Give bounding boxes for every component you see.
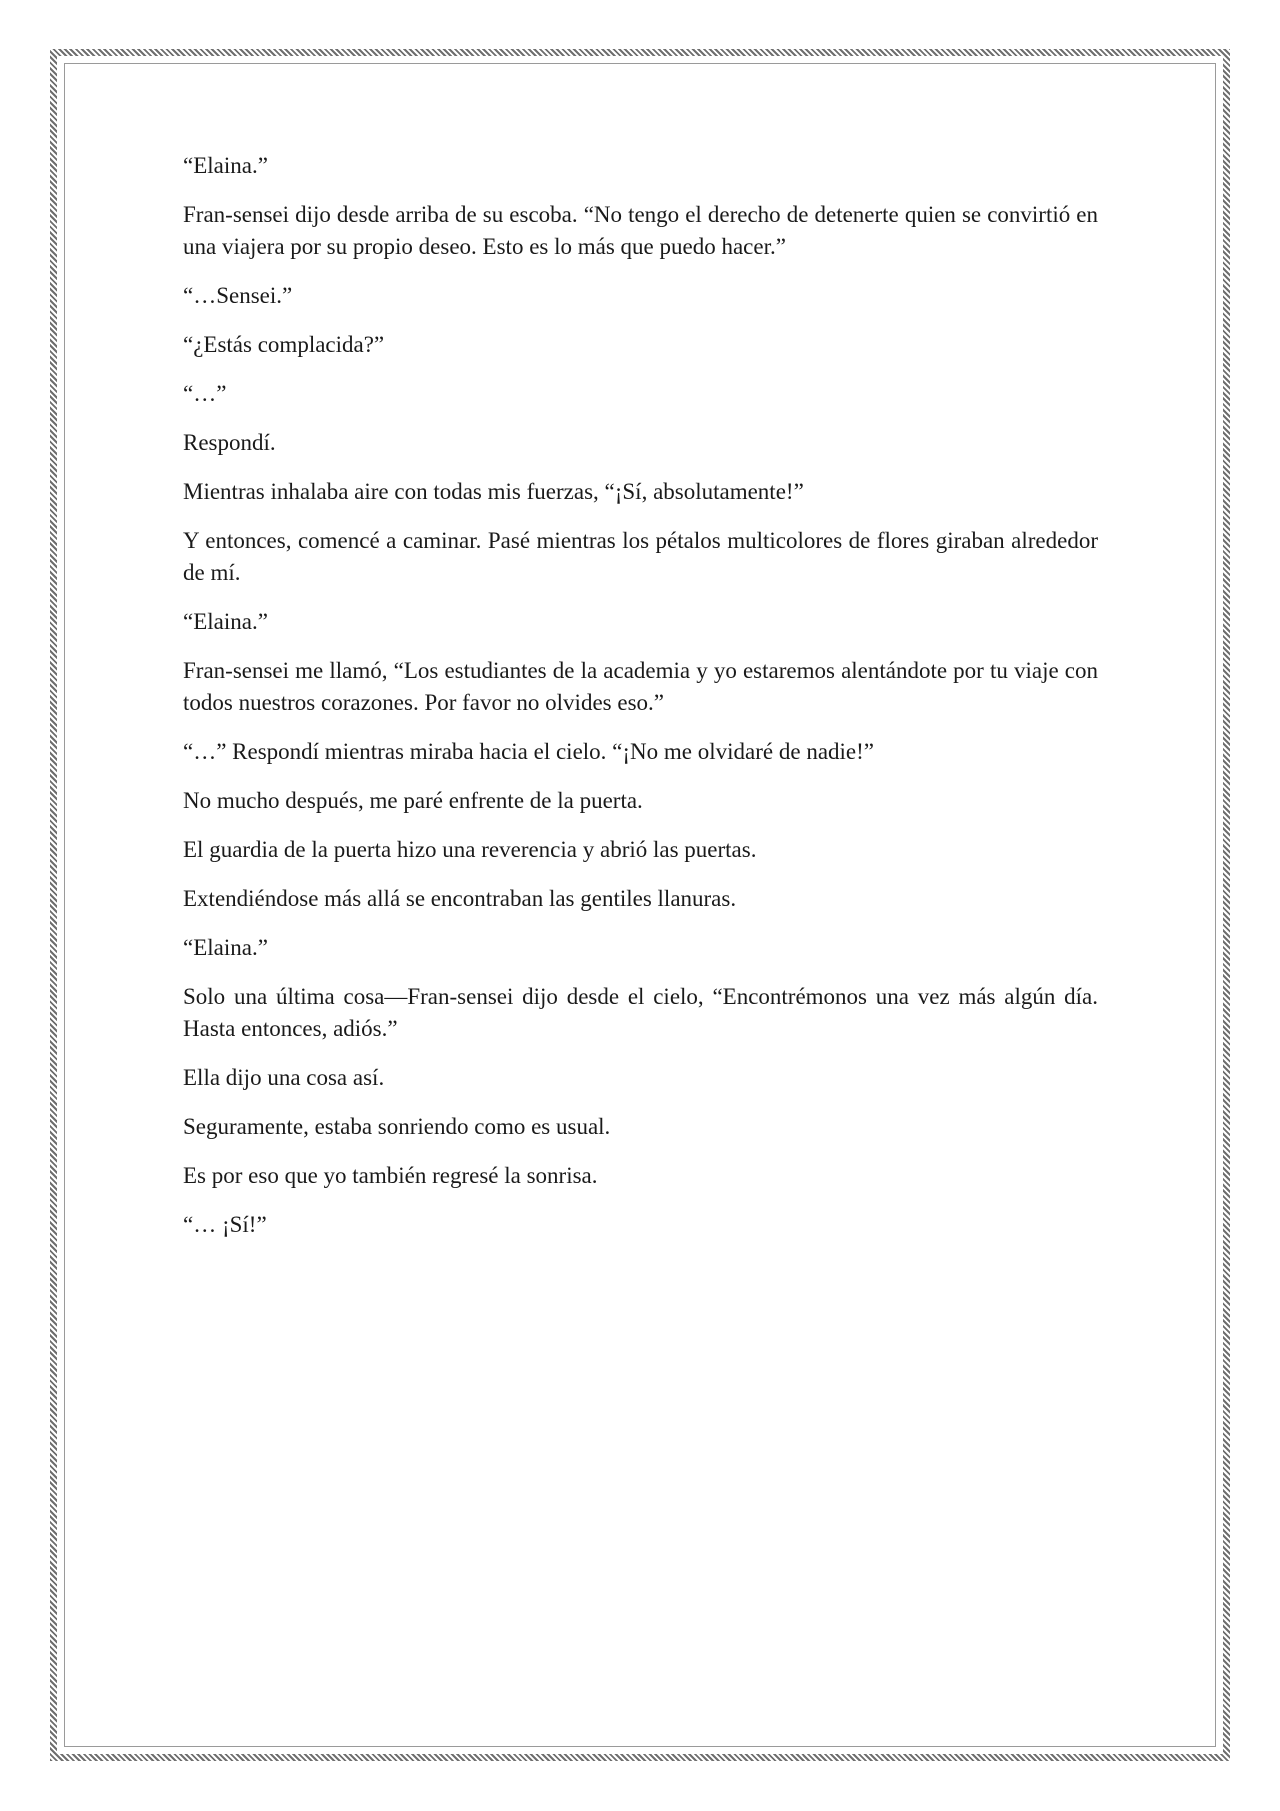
paragraph: “Elaina.”: [183, 153, 268, 178]
paragraph: Solo una última cosa—Fran-sensei dijo desde el cielo, “Encontrémonos una vez más algún día. Hasta entonces, adiós.”: [183, 984, 1098, 1041]
paragraph: “Elaina.”: [183, 935, 268, 960]
paragraph: Es por eso que yo también regresé la sonrisa.: [183, 1163, 598, 1188]
paragraph: “…Sensei.”: [183, 283, 293, 308]
paragraph: Seguramente, estaba sonriendo como es usual.: [183, 1114, 611, 1139]
paragraph: “¿Estás complacida?”: [183, 332, 385, 357]
paragraph: Fran-sensei me llamó, “Los estudiantes de la academia y yo estaremos alentándote por tu viaje con todos nuestros corazones. Por favor no olvides eso.”: [183, 658, 1098, 715]
paragraph: Mientras inhalaba aire con todas mis fuerzas, “¡Sí, absolutamente!”: [183, 479, 804, 504]
paragraph: “…”: [183, 381, 227, 406]
paragraph: No mucho después, me paré enfrente de la puerta.: [183, 788, 643, 813]
document-body: [183, 150, 1098, 1258]
paragraph: Extendiéndose más allá se encontraban las gentiles llanuras.: [183, 886, 737, 911]
paragraph: “…” Respondí mientras miraba hacia el cielo. “¡No me olvidaré de nadie!”: [183, 739, 874, 764]
paragraph: “Elaina.”: [183, 609, 268, 634]
paragraph: “… ¡Sí!”: [183, 1212, 267, 1237]
paragraph: Y entonces, comencé a caminar. Pasé mientras los pétalos multicolores de flores giraban alrededor de mí.: [183, 528, 1098, 585]
paragraph: Fran-sensei dijo desde arriba de su escoba. “No tengo el derecho de detenerte quien se convirtió en una viajera por su propio deseo. Esto es lo más que puedo hacer.”: [183, 202, 1098, 259]
paragraph: Ella dijo una cosa así.: [183, 1065, 385, 1090]
paragraph: Respondí.: [183, 430, 276, 455]
paragraph: El guardia de la puerta hizo una reverencia y abrió las puertas.: [183, 837, 757, 862]
